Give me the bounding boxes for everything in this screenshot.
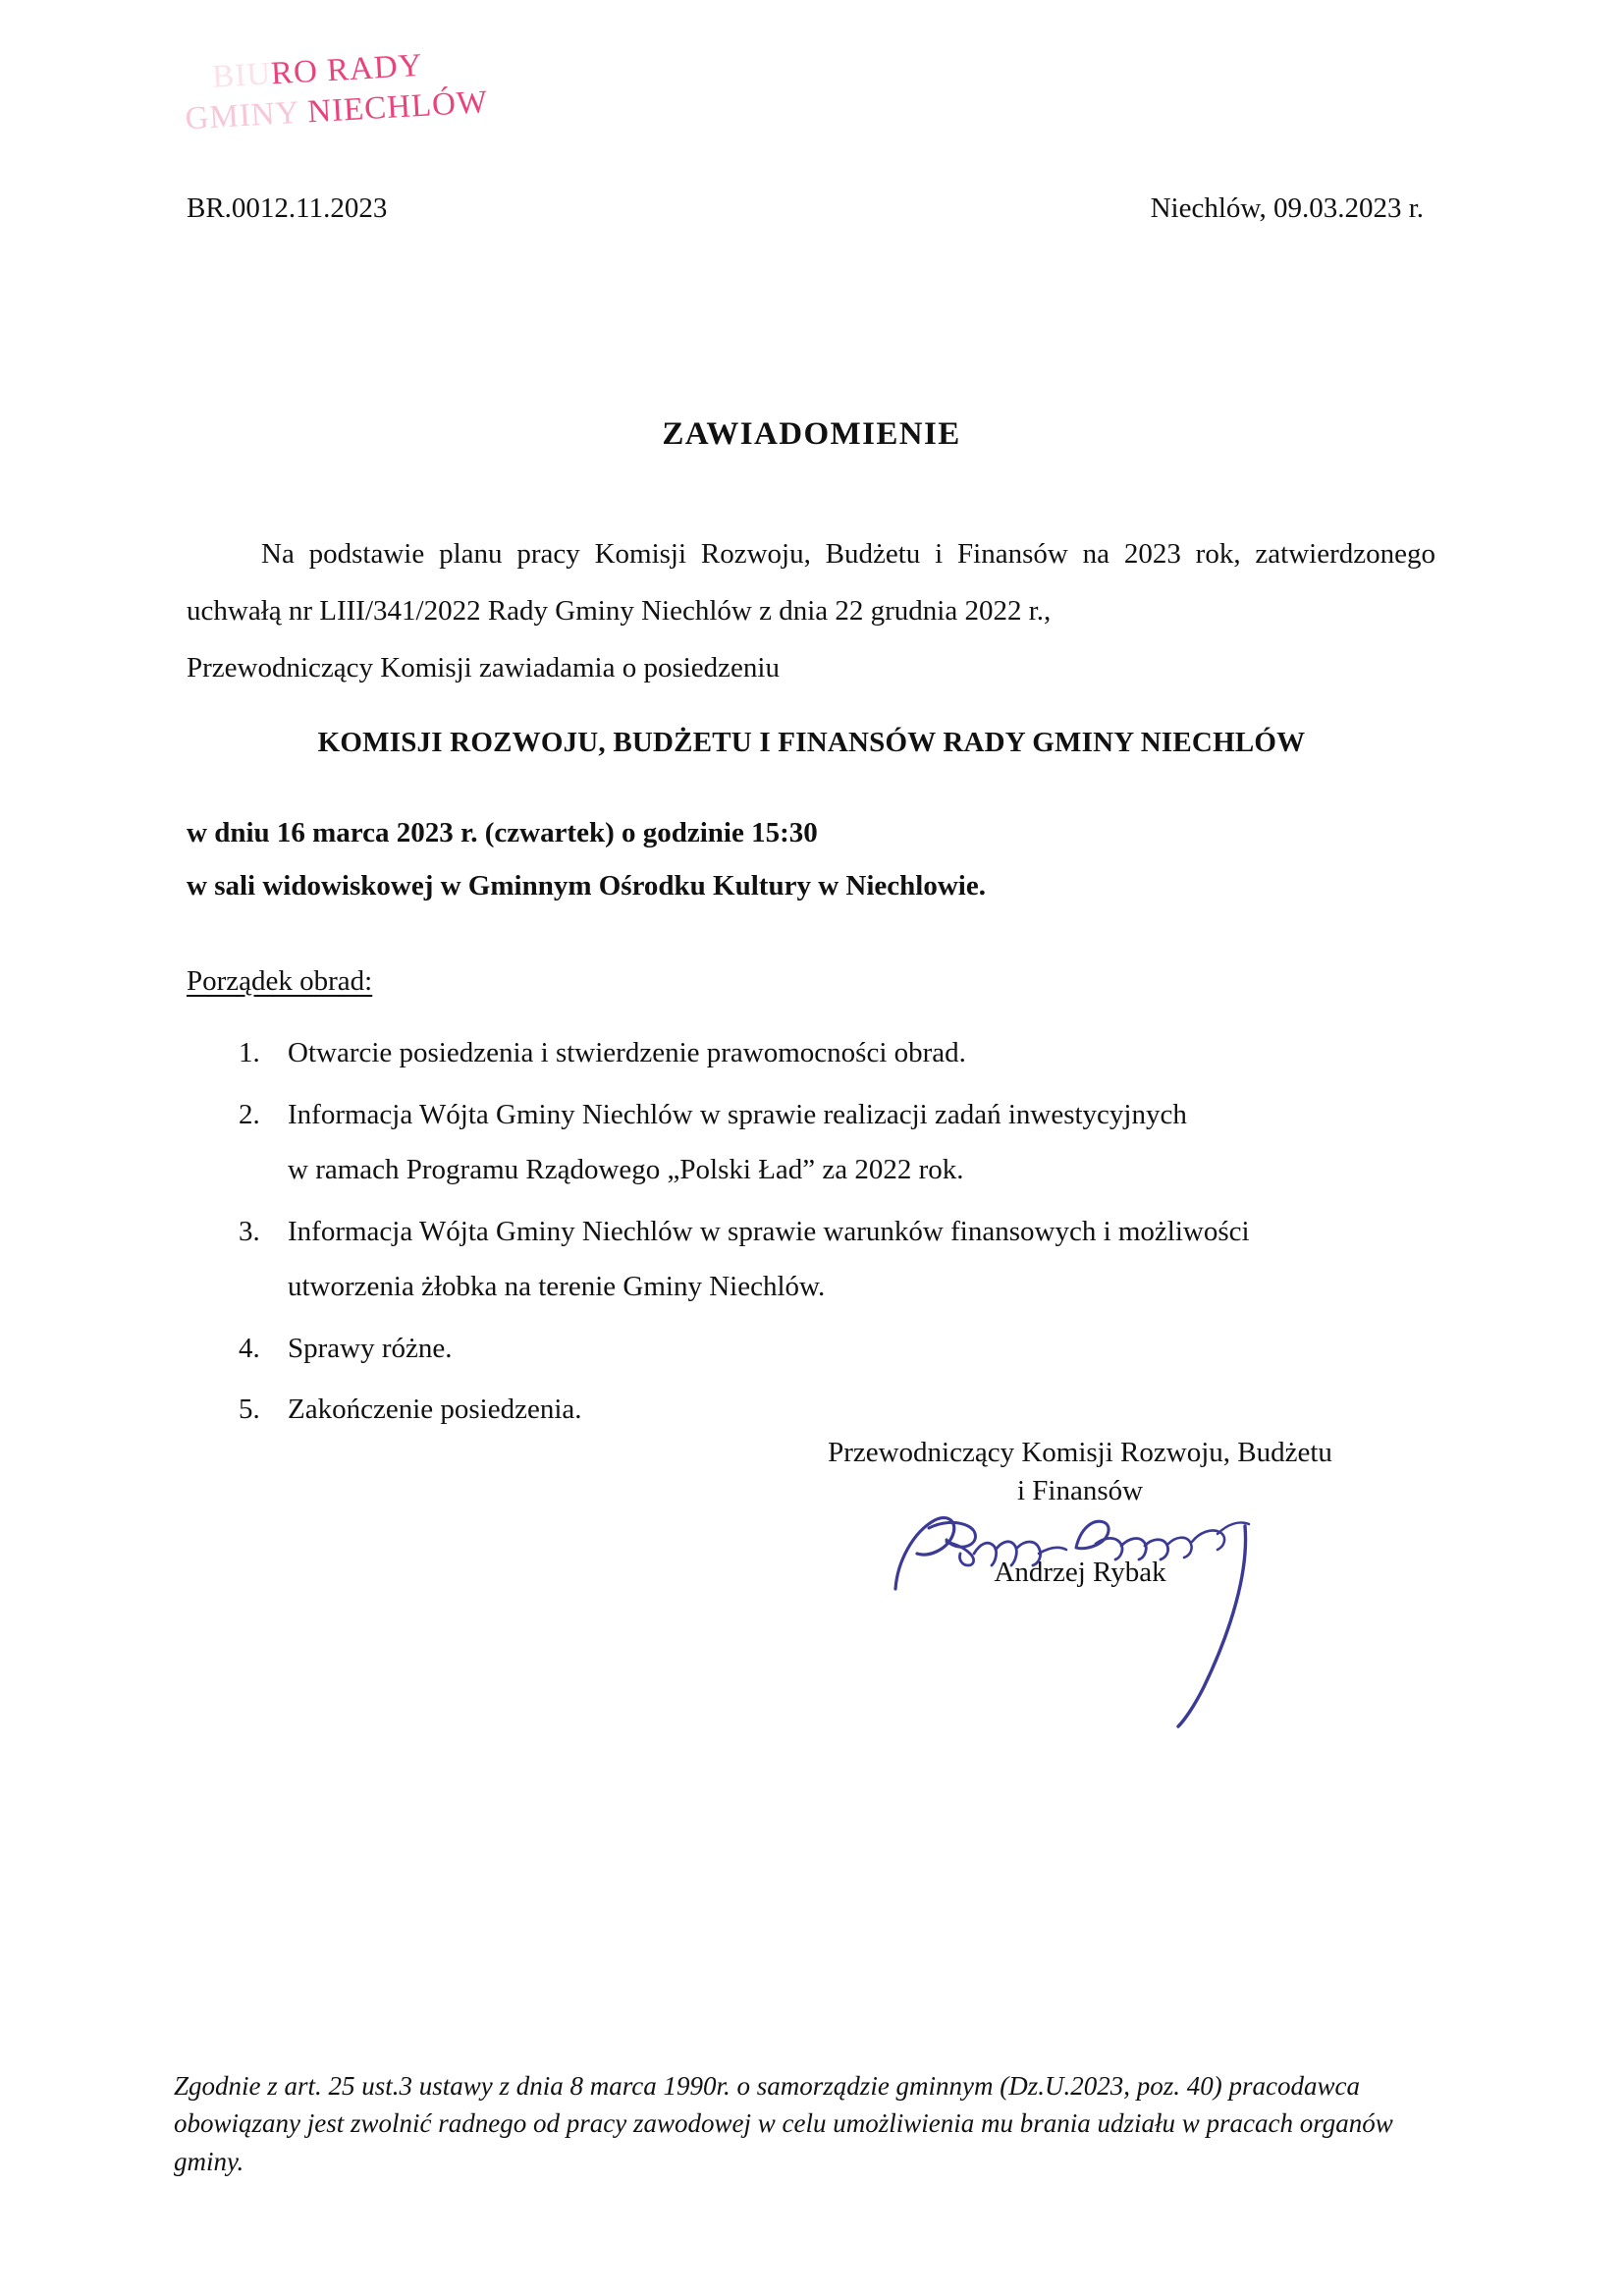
list-item	[239, 1204, 1438, 1315]
agenda-list	[239, 1025, 1438, 1444]
signatory-name: Andrzej Rybak	[994, 1557, 1166, 1589]
list-item-text: Informacja Wójta Gminy Niechlów w sprawie warunków finansowych i możliwości	[288, 1215, 1250, 1247]
signatory-role-line-2: i Finansów	[1016, 1475, 1144, 1507]
list-item-continuation: utworzenia żłobka na terenie Gminy Niechlów.	[288, 1271, 826, 1303]
stamp-line1-faded: BIU	[211, 56, 273, 95]
stamp-line2-text: NIECHLÓW	[306, 84, 490, 131]
meeting-where: w sali widowiskowej w Gminnym Ośrodku Kultury w Niechlowie.	[187, 869, 986, 902]
document-header	[187, 192, 1434, 225]
intro-paragraph	[187, 525, 1435, 696]
office-stamp	[184, 35, 611, 166]
list-item-number: 1.	[239, 1037, 260, 1068]
list-item	[239, 1025, 1438, 1081]
meeting-when: w dniu 16 marca 2023 r. (czwartek) o godzinie 15:30	[187, 817, 818, 848]
list-item-number: 4.	[239, 1332, 260, 1364]
meeting-details	[187, 807, 1443, 912]
list-item-number: 3.	[239, 1215, 260, 1247]
place-and-date: Niechlów, 09.03.2023 r.	[1150, 192, 1424, 224]
list-item-text: Zakończenie posiedzenia.	[288, 1394, 582, 1426]
signatory-role-line-1: Przewodniczący Komisji Rozwoju, Budżetu	[828, 1437, 1332, 1468]
list-item	[239, 1087, 1438, 1198]
stamp-line1-text: RO RADY	[270, 47, 424, 92]
list-item-text: Sprawy różne.	[288, 1332, 453, 1364]
intro-line-2: Przewodniczący Komisji zawiadamia o posiedzeniu	[187, 652, 780, 683]
footer-legal-note: Zgodnie z art. 25 ust.3 ustawy z dnia 8 marca 1990r. o samorządzie gminnym (Dz.U.2023, poz. 40) pracodawca obowiązany jest zwolnić radnego od pracy zawodowej w celu umożliwienia mu brania udziału w pracach organów gminy.	[174, 2071, 1393, 2176]
signature-block	[756, 1434, 1404, 1592]
list-item	[239, 1382, 1438, 1438]
intro-line-1: Na podstawie planu pracy Komisji Rozwoju, Budżetu i Finansów na 2023 rok, zatwierdzonego uchwałą nr LIII/341/2022 Rady Gminy Niechlów z dnia 22 grudnia 2022 r.,	[187, 538, 1435, 627]
stamp-line2-faded: GMINY	[184, 95, 300, 137]
reference-number: BR.0012.11.2023	[187, 192, 388, 224]
list-item-number: 5.	[239, 1394, 260, 1426]
committee-heading: KOMISJI ROZWOJU, BUDŻETU I FINANSÓW RADY GMINY NIECHLÓW	[317, 727, 1306, 758]
list-item-text: Otwarcie posiedzenia i stwierdzenie prawomocności obrad.	[288, 1037, 966, 1068]
list-item-text: Informacja Wójta Gminy Niechlów w sprawie realizacji zadań inwestycyjnych	[288, 1098, 1187, 1130]
list-item	[239, 1321, 1438, 1377]
list-item-continuation: w ramach Programu Rządowego „Polski Ład” za 2022 rok.	[288, 1154, 964, 1186]
list-item-number: 2.	[239, 1098, 260, 1130]
agenda-heading: Porządek obrad:	[187, 965, 373, 997]
page-title: ZAWIADOMIENIE	[662, 416, 961, 452]
